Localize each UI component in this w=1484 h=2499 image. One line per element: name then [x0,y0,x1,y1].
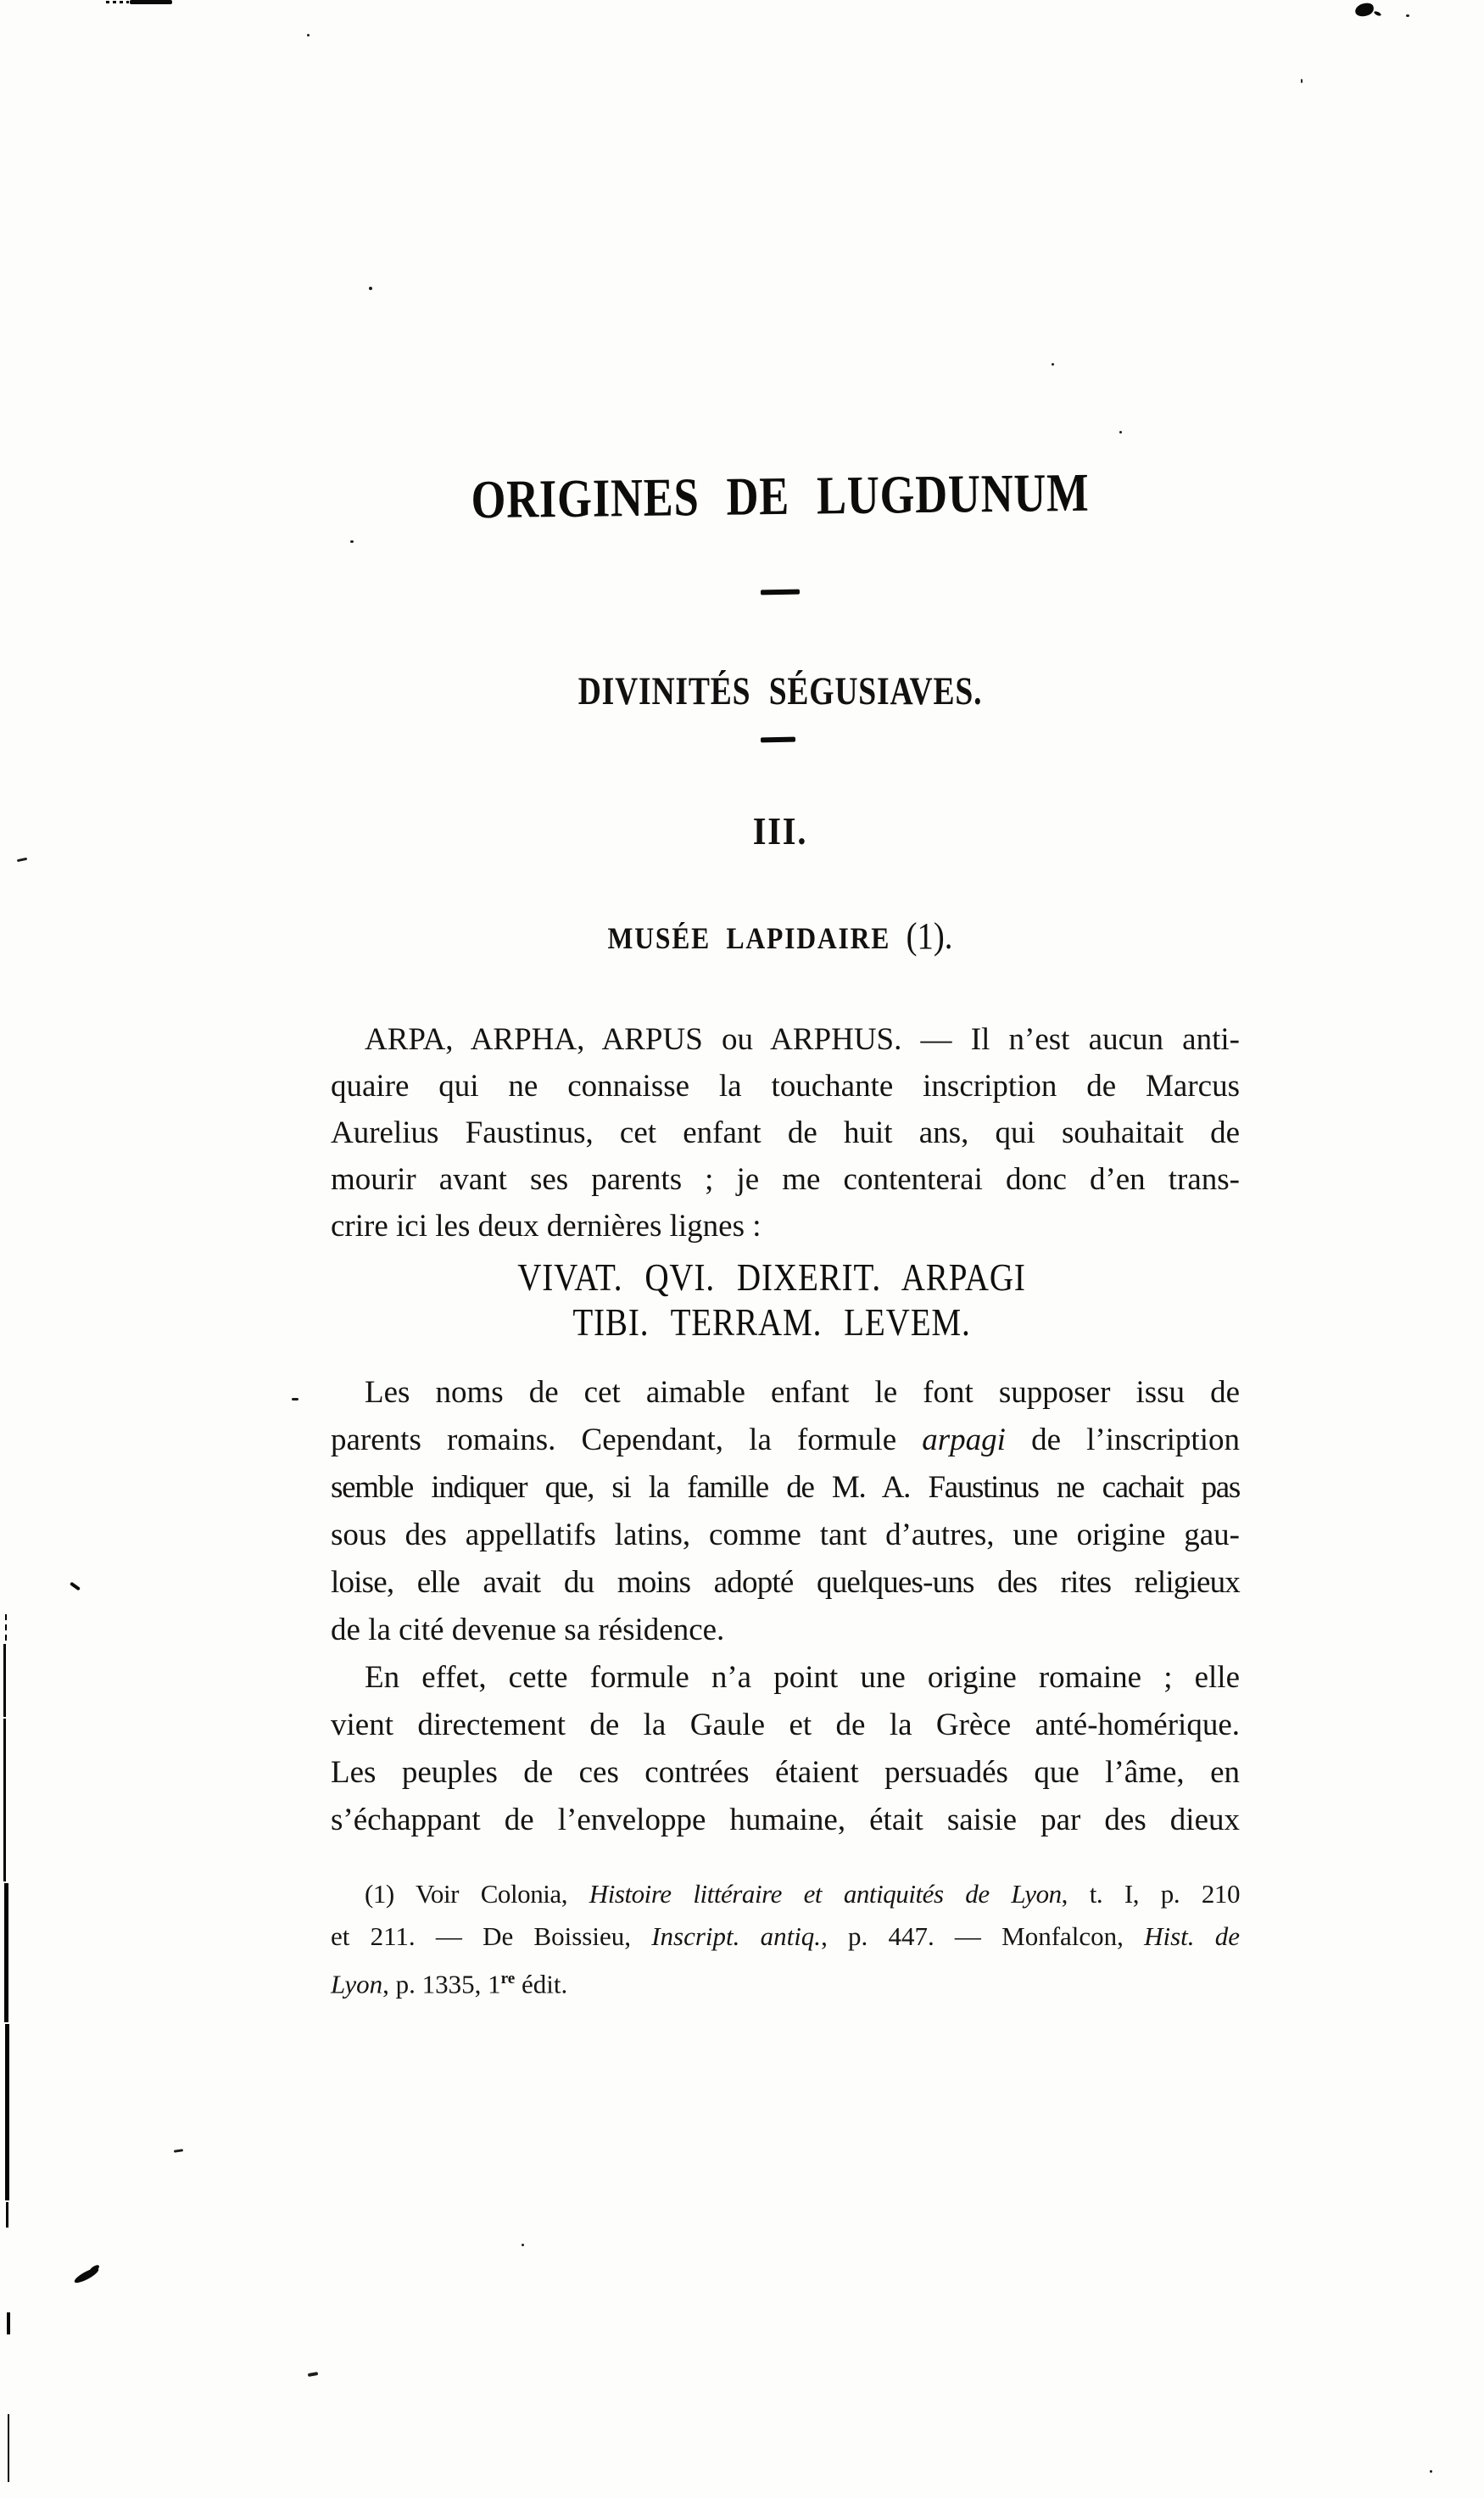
page-edge-scan-line [4,1883,8,2022]
italic-text: arpagi [922,1423,1006,1457]
italic-text: Hist. de [1144,1921,1240,1951]
scan-artifact-top-dash [130,0,172,4]
page-edge-scan-line [5,1614,7,1643]
text: et 211. — De Boissieu, [331,1921,652,1951]
text-line [331,1203,1240,1250]
text-line [331,1063,1240,1110]
text-line [331,1417,1240,1464]
body-text-column [331,1016,1240,1844]
section-divider-rule [761,590,800,595]
scan-speck [1301,79,1303,83]
text: quaire qui ne connaisse la touchante inscription de Marcus [331,1069,1240,1104]
paragraph [331,1369,1240,1844]
text: Les noms de cet aimable enfant le font supposer issu de [365,1375,1240,1410]
italic-text: Lyon [331,1969,383,1999]
section-heading-text: MUSÉE LAPIDAIRE [607,921,891,955]
section-heading [127,913,1433,962]
footnote-line [331,1873,1240,1915]
text-line [331,1464,1240,1512]
text-line [331,1156,1240,1203]
latin-inscription [317,1255,1226,1345]
italic-text: Histoire littéraire et antiquités de Lyon [567,1879,1062,1909]
paragraph [331,1016,1240,1250]
text: de l’inscription [1005,1423,1240,1457]
text: En effet, cette formule n’a point une origine romaine ; elle [365,1660,1240,1695]
scan-speck [17,858,27,862]
section-number: III. [752,809,808,853]
text: mourir avant ses parents ; je me contenterai donc d’en trans- [331,1162,1240,1197]
inscription-line: TIBI. TERRAM. LEVEM. [572,1300,971,1344]
inscription-line: VIVAT. QVI. DIXERIT. ARPAGI [517,1255,1026,1299]
text-line [331,1654,1240,1702]
text-line [331,1016,1240,1063]
text: (1) Voir Colonia, [365,1879,568,1909]
text-line [331,1559,1240,1607]
text: loise, elle avait du moins adopté quelques-uns des rites religieux [331,1565,1240,1600]
scan-speck [1406,14,1409,17]
text-line [331,1749,1240,1797]
text-line [331,1110,1240,1156]
text: édit. [515,1969,568,1999]
text: , p. 1335, 1 [382,1969,501,1999]
page-edge-scan-line [5,2024,9,2200]
scan-speck [1430,2470,1432,2473]
superscript-text: re [500,1970,516,1987]
text-line [331,1369,1240,1417]
ink-blot [1354,3,1375,18]
section-divider-rule [761,737,795,743]
text: , p. 447. — Monfalcon, [821,1921,1145,1951]
text: semble indiquer que, si la famille de M. A. Faustinus ne cachait pas [331,1470,1240,1505]
text: Les peuples de ces contrées étaient persuadés que l’âme, en [331,1755,1240,1790]
scan-speck [369,287,372,290]
page-subtitle: DIVINITÉS SÉGUSIAVES. [577,669,983,713]
text: s’échappant de l’enveloppe humaine, était saisie par des dieux [331,1803,1240,1837]
scan-speck [174,2149,183,2153]
text: parents romains. Cependant, la formule [331,1423,923,1457]
text: Aurelius Faustinus, cet enfant de huit ans, qui souhaitait de [331,1115,1240,1150]
text: sous des appellatifs latins, comme tant d’autres, une origine gau- [331,1518,1240,1552]
scan-speck [307,34,310,36]
text: ARPA, ARPHA, ARPUS ou ARPHUS. — Il n’est aucun anti- [365,1022,1240,1057]
scan-artifact-top-dotted-line [106,1,129,3]
footnote-reference: (1). [906,915,953,957]
text: , t. I, p. 210 [1061,1879,1240,1909]
footnote [331,1873,1240,2005]
text: de la cité devenue sa résidence. [331,1613,725,1647]
scan-speck [1052,363,1054,366]
text-line [331,1702,1240,1749]
text: crire ici les deux dernières lignes : [331,1209,762,1244]
page-title: ORIGINES DE LUGDUNUM [471,461,1090,530]
page-edge-scan-line [3,1719,6,1881]
text-line [331,1797,1240,1844]
footnote-line [331,1958,1240,2005]
scan-tick-mark [70,1582,81,1591]
page-edge-scan-line [8,2414,9,2482]
page-edge-scan-line [7,2312,10,2334]
scan-speck [350,540,354,543]
text-line [331,1607,1240,1654]
scan-speck [522,2244,524,2246]
italic-text: Inscript. antiq. [651,1921,822,1951]
ink-blot-tail [1374,10,1382,16]
scan-speck [1119,431,1122,433]
text: vient directement de la Gaule et de la Grèce anté-homérique. [331,1708,1240,1742]
text-line [331,1512,1240,1559]
scan-speck [308,2372,319,2377]
page-edge-scan-line [6,2202,8,2228]
page-edge-scan-line [3,1644,6,1717]
footnote-line [331,1915,1240,1958]
scan-speck [292,1398,298,1400]
